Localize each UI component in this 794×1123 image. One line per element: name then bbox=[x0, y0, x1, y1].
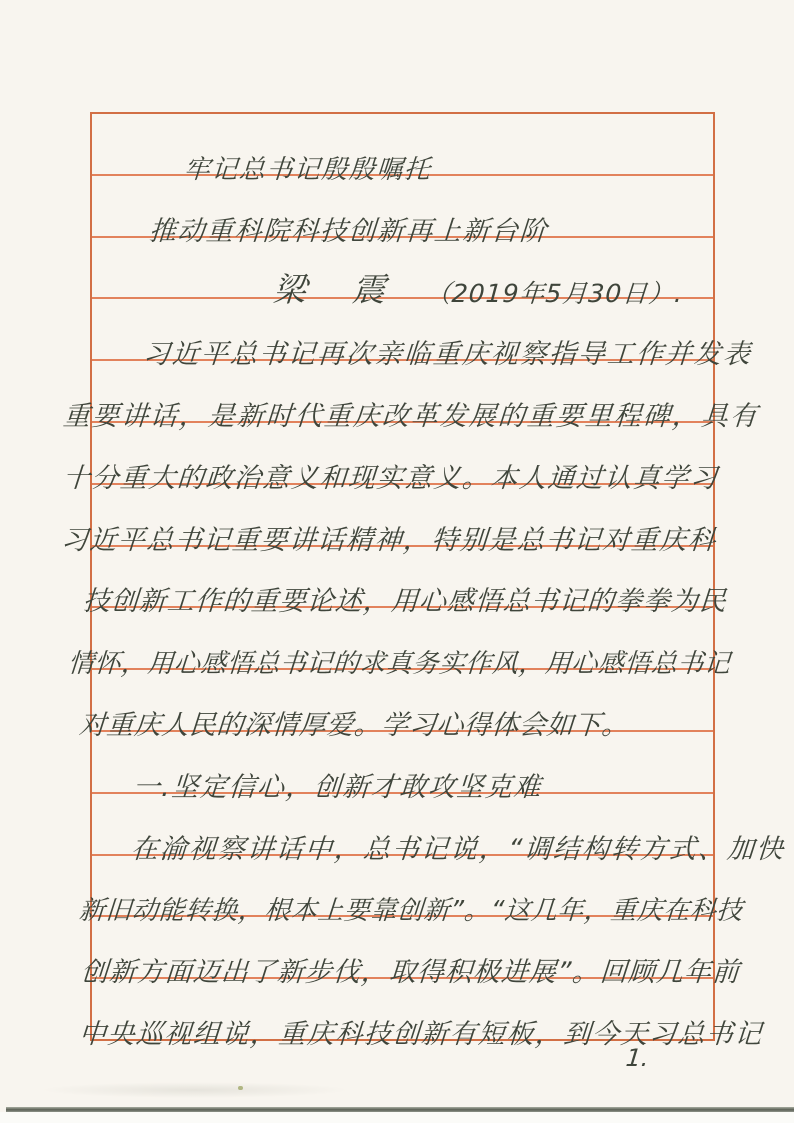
body-line: 技创新工作的重要论述，用心感悟总书记的拳拳为民 bbox=[81, 586, 729, 618]
body-line: 在渝视察讲话中，总书记说，“调结构转方式、加快 bbox=[129, 833, 787, 865]
body-line: 对重庆人民的深情厚爱。学习心得体会如下。 bbox=[77, 709, 631, 741]
document-date: （2019年5月30日）. bbox=[424, 279, 685, 309]
writing-row bbox=[66, 608, 732, 680]
writing-row bbox=[81, 547, 729, 618]
writing-row bbox=[92, 176, 713, 247]
body-line: 习近平总书记重要讲话精神，特别是总书记对重庆科 bbox=[59, 524, 718, 556]
scan-background-below-page bbox=[0, 1112, 794, 1123]
writing-row bbox=[92, 299, 754, 371]
body-line: 重要讲话，是新时代重庆改革发展的重要里程碑，具有 bbox=[61, 400, 761, 432]
document-title-line2: 推动重科院科技创新再上新台阶 bbox=[147, 215, 550, 247]
writing-row bbox=[79, 917, 742, 989]
body-line: 创新方面迈出了新步伐，取得积极进展”。回顾几年前 bbox=[79, 957, 742, 989]
scan-speck bbox=[238, 1086, 243, 1090]
document-title-line1: 牢记总书记殷殷嘱托 bbox=[182, 154, 433, 185]
body-line: 新旧动能转换，根本上要靠创新”。“这几年，重庆在科技 bbox=[77, 896, 744, 927]
author-name-char2: 震 bbox=[350, 270, 388, 310]
body-line: 情怀，用心感悟总书记的求真务实作风，用心感悟总书记 bbox=[66, 649, 732, 680]
writing-row bbox=[77, 856, 744, 927]
author-name-char1: 梁 bbox=[271, 270, 309, 310]
section-heading-line: 一.坚定信心，创新才敢攻坚克难 bbox=[131, 771, 544, 803]
writing-row bbox=[92, 794, 787, 865]
body-line: 十分重大的政治意义和现实意义。本人通过认真学习 bbox=[61, 462, 720, 494]
ruled-grid bbox=[59, 112, 787, 1050]
scan-smudge bbox=[40, 1082, 350, 1098]
writing-row-section-heading bbox=[92, 732, 713, 803]
writing-row bbox=[59, 485, 718, 556]
body-line: 中央巡视组说，重庆科技创新有短板，到今天习总书记 bbox=[77, 1018, 765, 1050]
page-number: 1. bbox=[624, 1044, 651, 1072]
writing-row bbox=[61, 423, 720, 494]
writing-row bbox=[92, 114, 713, 185]
writing-row bbox=[77, 670, 713, 741]
body-line: 习近平总书记再次亲临重庆视察指导工作并发表 bbox=[141, 339, 754, 371]
writing-row-author bbox=[92, 238, 713, 310]
writing-row bbox=[77, 979, 765, 1050]
writing-row bbox=[61, 361, 761, 432]
